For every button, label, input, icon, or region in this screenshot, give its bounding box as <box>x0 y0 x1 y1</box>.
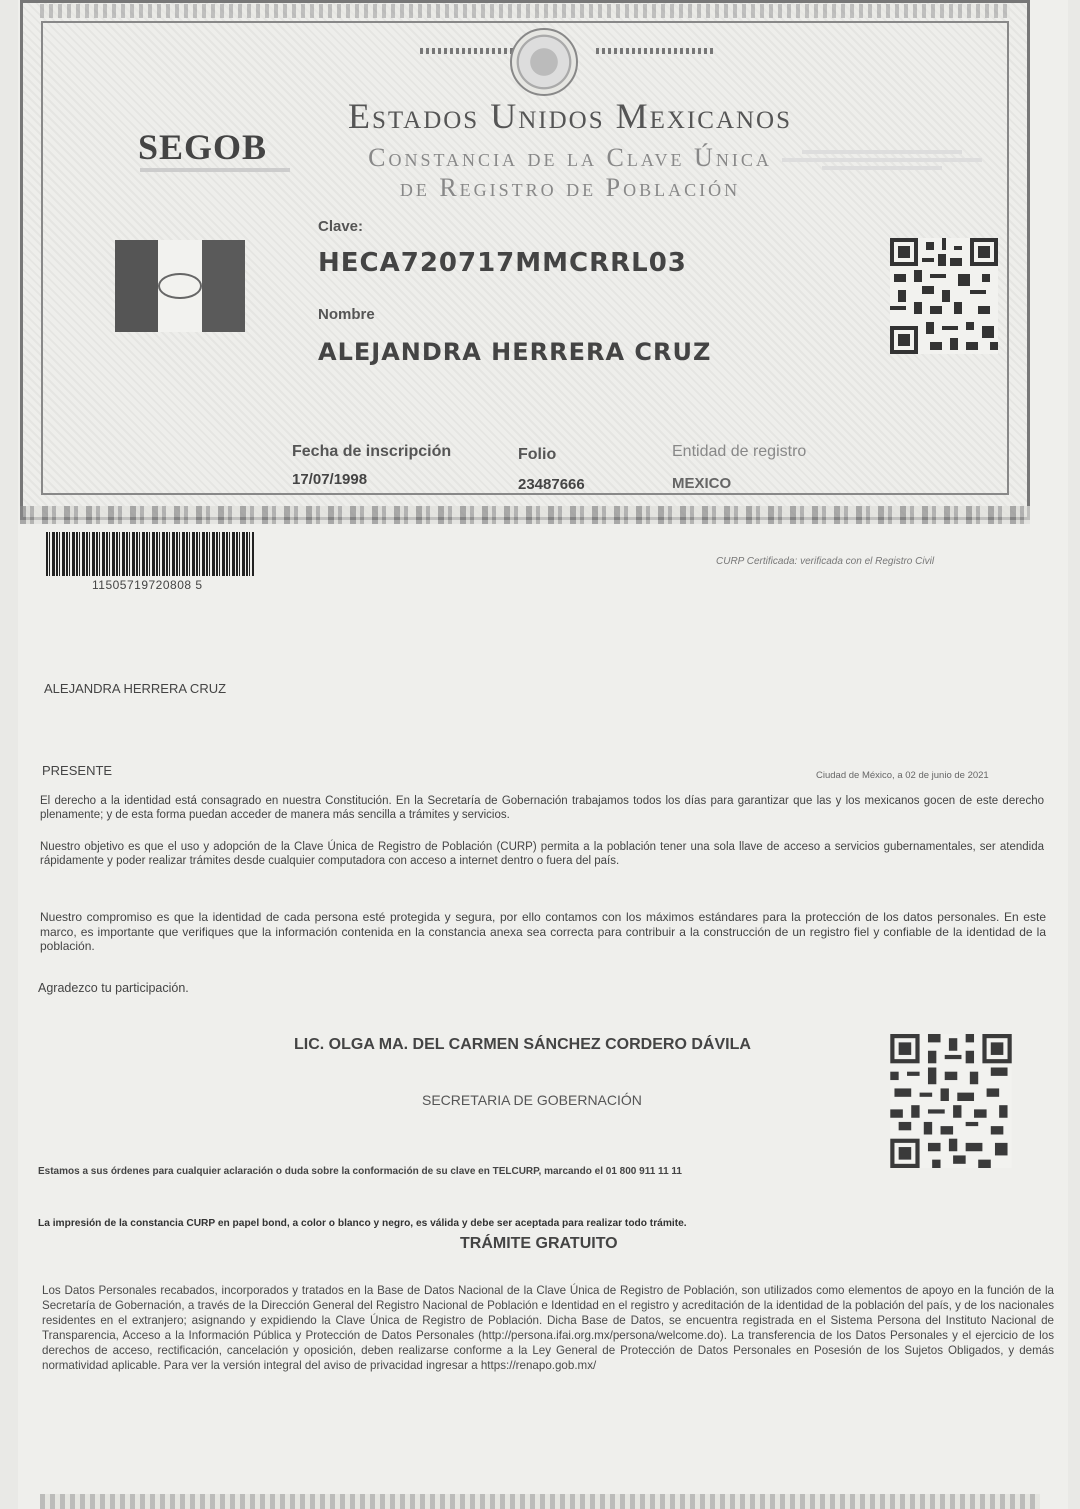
barcode-icon <box>46 532 254 576</box>
nombre-value: ALEJANDRA HERRERA CRUZ <box>318 338 712 366</box>
free-procedure-label: TRÁMITE GRATUITO <box>460 1235 618 1252</box>
letter-paragraph-2: Nuestro objetivo es que el uso y adopción de la Clave Única de Registro de Población (CURP) permita a la población tener una sola llave de acceso a servicios gubernamentales, ser atendida rápidamente y poder realizar trámites desde cualquier computadora con acceso a internet dentro o fuera del país. <box>40 841 1044 867</box>
presente-label: PRESENTE <box>42 763 113 778</box>
clave-value: HECA720717MMCRRL03 <box>318 248 687 278</box>
document-subtitle-1: Constancia de la Clave Única <box>368 143 772 172</box>
folio-value: 23487666 <box>518 476 585 493</box>
barcode-number: 11505719720808 5 <box>92 578 203 592</box>
recipient-name: ALEJANDRA HERRERA CRUZ <box>44 681 227 696</box>
registry-faded-logo <box>782 146 982 174</box>
fecha-label: Fecha de inscripción <box>292 443 452 460</box>
entidad-value: MEXICO <box>672 475 732 492</box>
letter-paragraph-1: El derecho a la identidad está consagrado en nuestra Constitución. En la Secretaría de Gobernación trabajamos todos los días para garantizar que las y los mexicanos gocen de este derecho plenamente; y de esta forma puedan acceder de manera más sencilla a trámites y servicios. <box>40 795 1044 821</box>
privacy-notice: Los Datos Personales recabados, incorporados y tratados en la Base de Datos Nacional de la Clave Única de Registro de Población, son utilizados como elementos de apoyo en la función de la Secretaría de Gobernación, a través de la Dirección General del Registro Nacional de Población e Identidad en el registro y acreditación de la identidad de la población del país, y de los nacionales residentes en el extranjero; asignando y expidiendo la Clave Única de Registro de Población. Dicha Base de Datos, se encuentra registrada en el Sistema Persona del Instituto Nacional de Transparencia, Acceso a la Información Pública y Protección de Datos Personales (http://persona.ifai.org.mx/persona/welcome.do). La transferencia de los Datos Personales y el ejercicio de los derechos de acceso, rectificación, cancelación y oposición, deben realizarse conforme a la Ley General de Protección de Datos Personales en Posesión de los Sujetos Obligados, y demás normatividad aplicable. Para ver la versión integral del aviso de privacidad ingresar a https://renapo.gob.mx/ <box>42 1284 1054 1372</box>
telcurp-contact: Estamos a sus órdenes para cualquier aclaración o duda sobre la conformación de su clave en TELCURP, marcando el 01 800 911 11 11 <box>38 1166 682 1177</box>
frame-bottom-border <box>20 506 1030 524</box>
frame-top-border <box>40 4 1010 18</box>
document-subtitle-2: de Registro de Población <box>399 173 741 202</box>
entidad-label: Entidad de registro <box>672 443 807 460</box>
signer-title: SECRETARIA DE GOBERNACIÓN <box>422 1092 642 1108</box>
folio-label: Folio <box>518 446 557 463</box>
fecha-value: 17/07/1998 <box>292 471 368 488</box>
qr-code-icon <box>890 238 998 354</box>
eagle-emblem-icon <box>158 273 201 299</box>
signer-name: LIC. OLGA MA. DEL CARMEN SÁNCHEZ CORDERO DÁVILA <box>294 1036 751 1053</box>
seal-ornament-right <box>596 48 716 54</box>
clave-label: Clave: <box>318 218 364 235</box>
agency-logo: SEGOB <box>138 127 268 167</box>
mexican-flag-icon <box>115 240 245 332</box>
certification-note: CURP Certificada: verificada con el Registro Civil <box>716 556 935 567</box>
signature-qr-code-icon <box>890 1034 1012 1168</box>
letter-closing: Agradezco tu participación. <box>38 981 189 995</box>
page-bottom-border <box>40 1494 1040 1509</box>
letter-paragraph-3: Nuestro compromiso es que la identidad de cada persona esté protegida y segura, por ello contamos con los máximos estándares para la protección de los datos personales. En este marco, es importante que verifiques que la información contenida en la constancia anexa sea correcta para contribuir a la construcción de un registro fiel y confiable de la identidad de la población. <box>40 910 1046 953</box>
national-seal-icon <box>510 28 578 96</box>
nombre-label: Nombre <box>318 306 375 323</box>
place-date: Ciudad de México, a 02 de junio de 2021 <box>816 770 989 781</box>
validity-note: La impresión de la constancia CURP en papel bond, a color o blanco y negro, es válida y debe ser aceptada para realizar todo trámite. <box>38 1218 687 1229</box>
document-title: Estados Unidos Mexicanos <box>347 96 793 136</box>
